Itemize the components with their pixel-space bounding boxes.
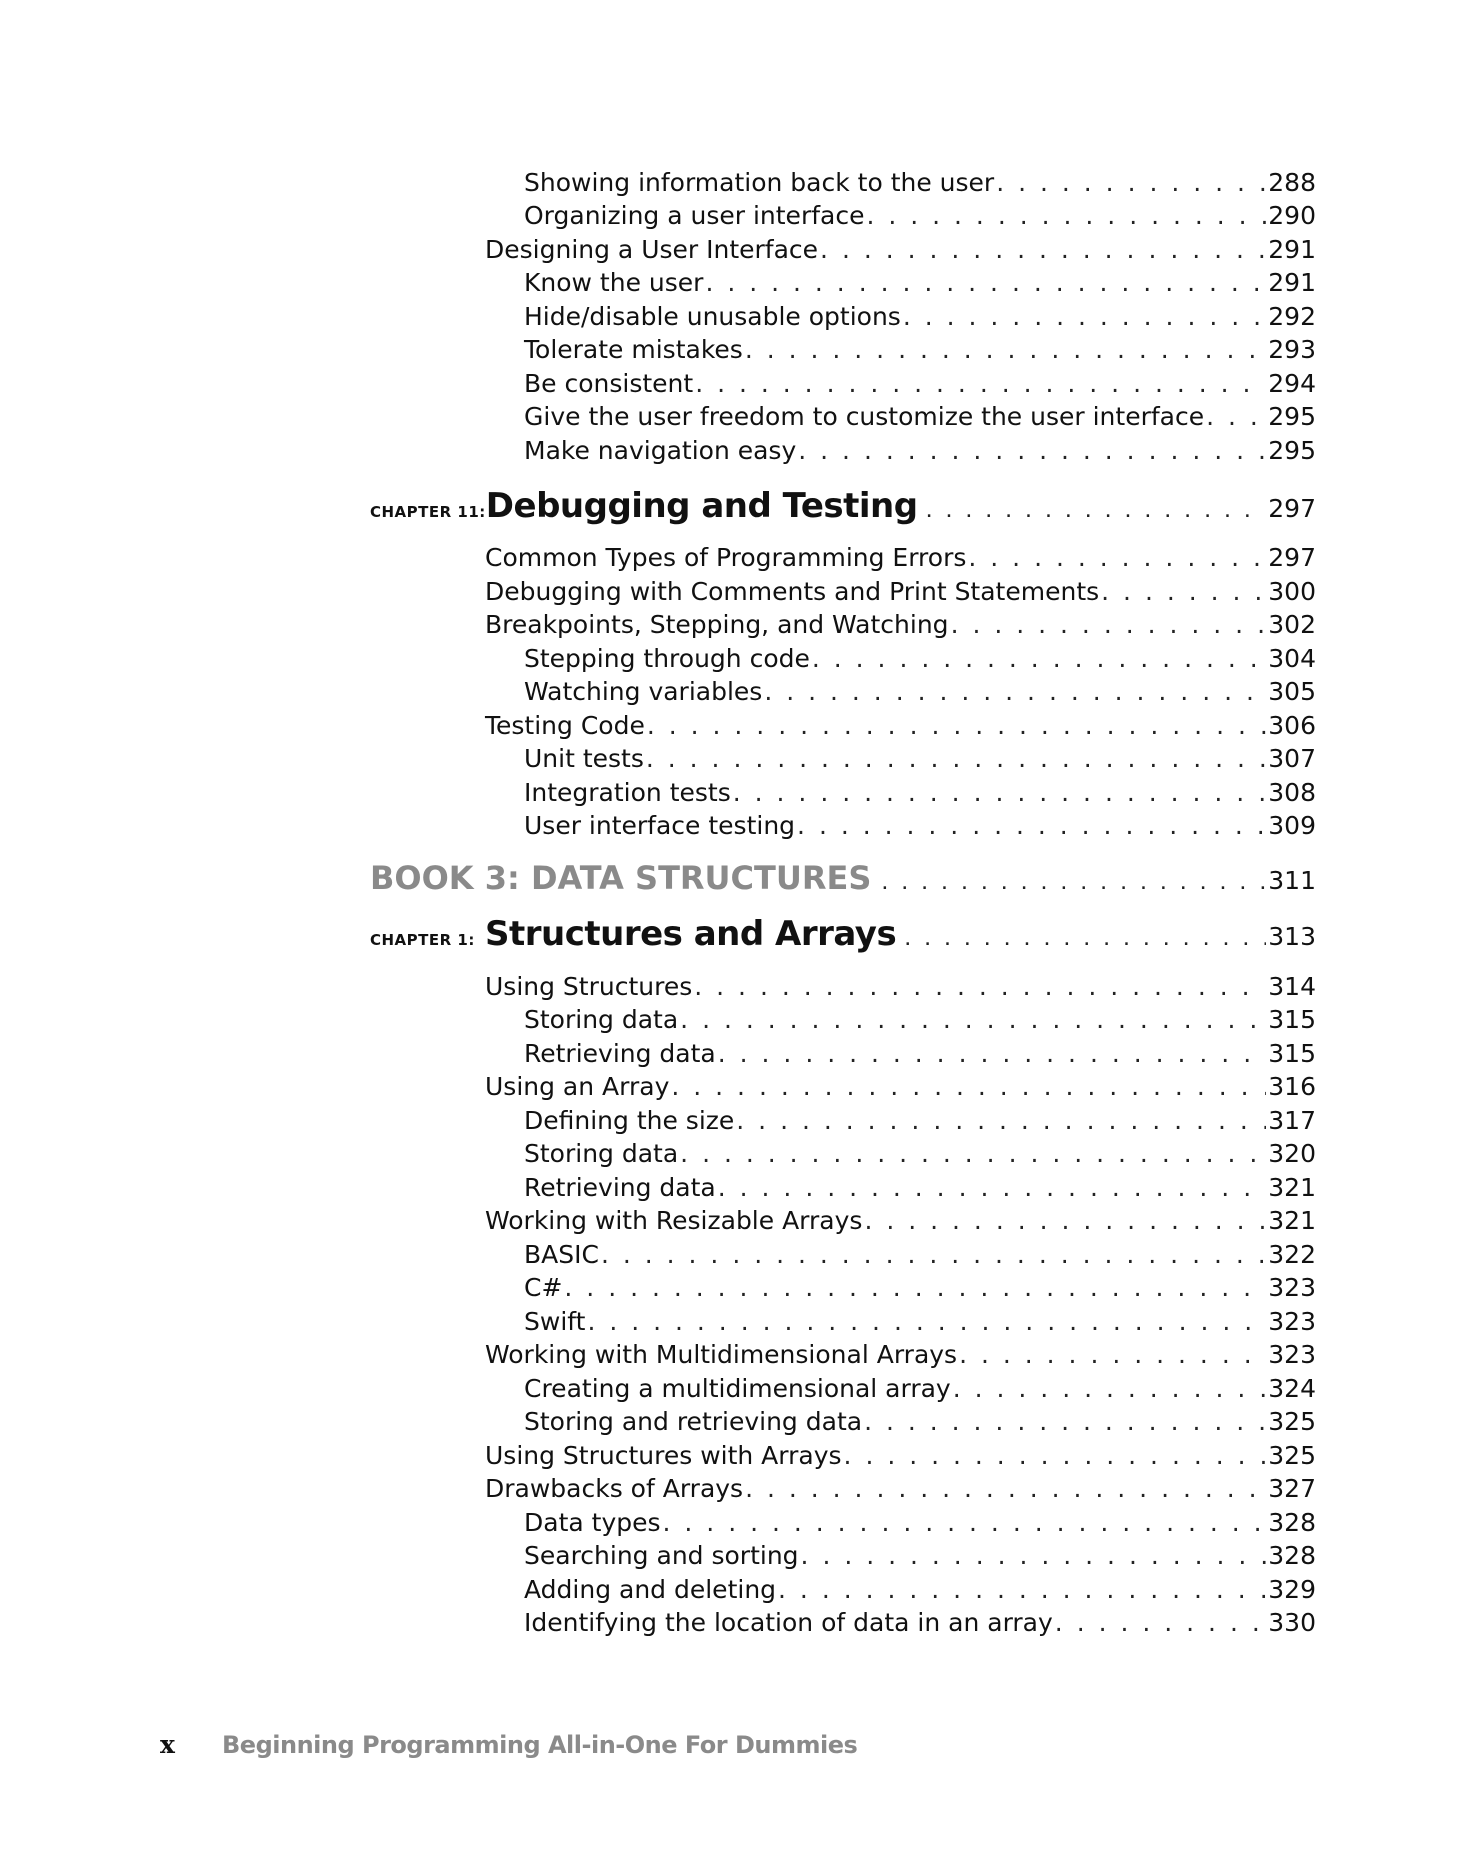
dot-leader [745,335,1266,364]
page-number: 314 [1268,972,1316,1001]
toc-subsection-entry [524,1240,1316,1269]
dot-leader [587,1307,1266,1336]
entry-title: Drawbacks of Arrays [485,1474,744,1503]
page-number: 311 [1268,866,1316,895]
toc-subsection-entry [524,1273,1316,1302]
toc-subsection-entry [524,1374,1316,1403]
dot-leader [798,436,1266,465]
toc-section-entry [485,1441,1316,1470]
entry-title: Using an Array [485,1072,670,1101]
entry-title: Storing and retrieving data [524,1407,863,1436]
page-number: 328 [1268,1508,1316,1537]
page-number: 317 [1268,1106,1316,1135]
dot-leader [951,610,1267,639]
chapter-label: CHAPTER 1: [370,931,475,949]
page-number: 294 [1268,369,1316,398]
dot-leader [959,1340,1266,1369]
chapter-heading [370,486,1316,526]
page-number: 315 [1268,1005,1316,1034]
page-number: 327 [1268,1474,1316,1503]
page-number: 325 [1268,1407,1316,1436]
dot-leader [801,1541,1267,1570]
toc-section-entry [485,577,1316,606]
entry-title: Common Types of Programming Errors [485,543,967,572]
dot-leader [680,1139,1266,1168]
toc-section-entry [485,235,1316,264]
toc-subsection-entry [524,168,1316,197]
toc-subsection-entry [524,1508,1316,1537]
entry-title: Working with Multidimensional Arrays [485,1340,958,1369]
dot-leader [820,235,1266,264]
running-title: Beginning Programming All-in-One For Dummies [222,1731,858,1759]
dot-leader [680,1005,1266,1034]
dot-leader [663,1508,1267,1537]
page-number: 315 [1268,1039,1316,1068]
entry-title: Organizing a user interface [524,201,865,230]
dot-leader [864,1206,1266,1235]
dot-leader [745,1474,1266,1503]
dot-leader [864,1407,1266,1436]
entry-title: Know the user [524,268,704,297]
toc-section-entry [485,972,1316,1001]
chapter-title: Debugging and Testing [485,486,918,526]
toc-subsection-entry [524,1541,1316,1570]
book-title: BOOK 3: DATA STRUCTURES [370,859,872,897]
entry-title: Retrieving data [524,1173,716,1202]
entry-title: Storing data [524,1005,679,1034]
dot-leader [1101,577,1266,606]
dot-leader [881,867,1266,896]
entry-title: Testing Code [485,711,645,740]
toc-subsection-entry [524,677,1316,706]
dot-leader [996,168,1266,197]
dot-leader [564,1273,1266,1302]
dot-leader [844,1441,1267,1470]
toc-subsection-entry [524,1407,1316,1436]
page-number: 291 [1268,235,1316,264]
entry-title: Debugging with Comments and Print Statements [485,577,1100,606]
entry-title: Defining the size [524,1106,735,1135]
toc-subsection-entry [524,1005,1316,1034]
dot-leader [718,1173,1267,1202]
dot-leader [866,201,1266,230]
page-number: 295 [1268,436,1316,465]
page-number: 328 [1268,1541,1316,1570]
entry-title: Stepping through code [524,644,810,673]
page-number: 302 [1268,610,1316,639]
page-number: 324 [1268,1374,1316,1403]
entry-title: Be consistent [524,369,694,398]
dot-leader [926,495,1267,524]
toc-subsection-entry [524,268,1316,297]
toc-section-entry [485,711,1316,740]
page-number: 323 [1268,1340,1316,1369]
toc-subsection-entry [524,644,1316,673]
dot-leader [646,744,1266,773]
page-number: 325 [1268,1441,1316,1470]
page-number: 305 [1268,677,1316,706]
dot-leader [904,923,1266,952]
page-number: 304 [1268,644,1316,673]
dot-leader [695,369,1266,398]
entry-title: Swift [524,1307,586,1336]
dot-leader [1055,1608,1266,1637]
toc-subsection-entry [524,1139,1316,1168]
dot-leader [733,778,1267,807]
toc-subsection-entry [524,1039,1316,1068]
page-number: 322 [1268,1240,1316,1269]
page-number: 329 [1268,1575,1316,1604]
page-number: 330 [1268,1608,1316,1637]
page-number: 293 [1268,335,1316,364]
toc-section-entry [485,1340,1316,1369]
entry-title: Designing a User Interface [485,235,819,264]
page-number: 320 [1268,1139,1316,1168]
dot-leader [968,543,1266,572]
page-number: 292 [1268,302,1316,331]
toc-section-entry [485,1474,1316,1503]
dot-leader [903,302,1266,331]
dot-leader [647,711,1266,740]
toc-subsection-entry [524,335,1316,364]
dot-leader [764,677,1266,706]
entry-title: Storing data [524,1139,679,1168]
page-number: 306 [1268,711,1316,740]
toc-subsection-entry [524,1307,1316,1336]
toc-subsection-entry [524,369,1316,398]
dot-leader [797,811,1266,840]
toc-subsection-entry [524,778,1316,807]
toc-subsection-entry [524,1608,1316,1637]
dot-leader [718,1039,1267,1068]
chapter-title: Structures and Arrays [485,914,897,954]
entry-title: Creating a multidimensional array [524,1374,951,1403]
toc-subsection-entry [524,1173,1316,1202]
page-number: 291 [1268,268,1316,297]
toc-subsection-entry [524,1575,1316,1604]
toc-subsection-entry [524,811,1316,840]
chapter-label: CHAPTER 11: [370,503,486,521]
toc-section-entry [485,1206,1316,1235]
page-number: 300 [1268,577,1316,606]
toc-subsection-entry [524,402,1316,431]
toc-section-entry [485,610,1316,639]
entry-title: Adding and deleting [524,1575,777,1604]
dot-leader [736,1106,1266,1135]
entry-title: Identifying the location of data in an array [524,1608,1053,1637]
entry-title: Retrieving data [524,1039,716,1068]
page-number: 288 [1268,168,1316,197]
entry-title: Showing information back to the user [524,168,995,197]
entry-title: Unit tests [524,744,644,773]
toc-subsection-entry [524,744,1316,773]
page-number: 316 [1268,1072,1316,1101]
page-number: 297 [1268,543,1316,572]
page-number: 297 [1268,494,1316,523]
toc-subsection-entry [524,201,1316,230]
page-number: 307 [1268,744,1316,773]
dot-leader [694,972,1266,1001]
entry-title: User interface testing [524,811,796,840]
page-number: 290 [1268,201,1316,230]
dot-leader [778,1575,1266,1604]
toc-section-entry [485,543,1316,572]
dot-leader [1206,402,1266,431]
page-footer [160,1730,857,1759]
page-number: 321 [1268,1173,1316,1202]
entry-title: Make navigation easy [524,436,797,465]
entry-title: Using Structures with Arrays [485,1441,842,1470]
entry-title: Breakpoints, Stepping, and Watching [485,610,949,639]
dot-leader [705,268,1266,297]
entry-title: Working with Resizable Arrays [485,1206,863,1235]
page-number: 323 [1268,1307,1316,1336]
entry-title: Tolerate mistakes [524,335,743,364]
page-number: 309 [1268,811,1316,840]
entry-title: BASIC [524,1240,599,1269]
page-number-folio: x [160,1730,175,1759]
dot-leader [671,1072,1266,1101]
dot-leader [601,1240,1266,1269]
entry-title: Data types [524,1508,661,1537]
book-heading [370,859,1316,897]
entry-title: Hide/disable unusable options [524,302,901,331]
entry-title: C# [524,1273,563,1302]
entry-title: Searching and sorting [524,1541,799,1570]
toc-subsection-entry [524,1106,1316,1135]
entry-title: Watching variables [524,677,763,706]
page-number: 313 [1268,922,1316,951]
entry-title: Using Structures [485,972,693,1001]
chapter-heading [370,914,1316,954]
entry-title: Give the user freedom to customize the user interface [524,402,1205,431]
page-number: 308 [1268,778,1316,807]
toc-subsection-entry [524,436,1316,465]
toc-section-entry [485,1072,1316,1101]
page-number: 323 [1268,1273,1316,1302]
page-number: 295 [1268,402,1316,431]
dot-leader [812,644,1266,673]
page-number: 321 [1268,1206,1316,1235]
dot-leader [953,1374,1267,1403]
entry-title: Integration tests [524,778,731,807]
toc-subsection-entry [524,302,1316,331]
